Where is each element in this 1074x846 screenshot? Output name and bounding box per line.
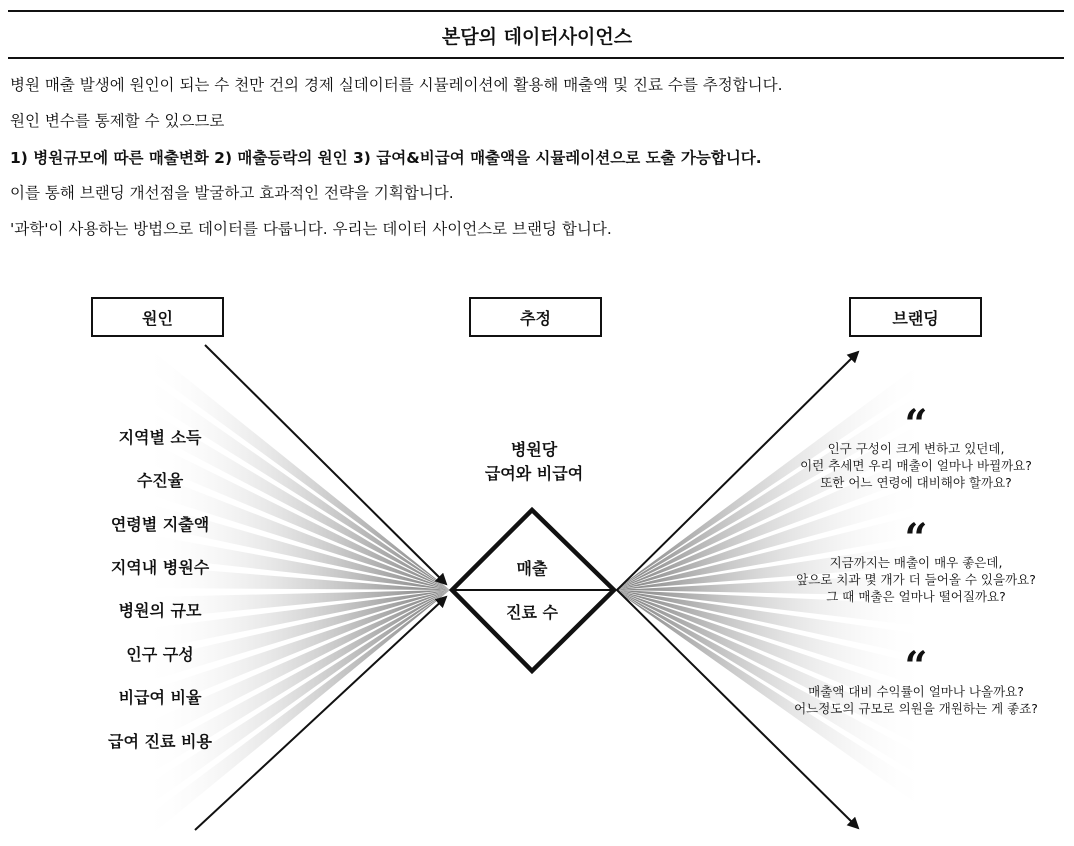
category-estimate-box: 추정 (469, 297, 602, 337)
intro-line-2: 원인 변수를 통제할 수 있으므로 (10, 112, 225, 130)
question-line: 어느정도의 규모로 의원을 개원하는 게 좋죠? (794, 701, 1038, 716)
category-branding-box: 브랜딩 (849, 297, 982, 337)
quote-mark-icon: “ (904, 515, 928, 562)
intro-line-1: 병원 매출 발생에 원인이 되는 수 천만 건의 경제 실데이터를 시뮬레이션에 활용해 매출액 및 진료 수를 추정합니다. (10, 76, 783, 94)
center-label-line-1: 병원당 (510, 440, 558, 459)
cause-item: 지역별 소득 (118, 428, 202, 447)
question-line: 매출액 대비 수익률이 얼마나 나올까요? (808, 684, 1024, 699)
question-line: 인구 구성이 크게 변하고 있던데, (827, 441, 1005, 456)
diamond-bottom-label: 진료 수 (506, 603, 558, 622)
question-line: 지금까지는 매출이 매우 좋은데, (829, 555, 1003, 570)
question-line: 또한 어느 연령에 대비해야 할까요? (820, 475, 1012, 490)
diamond-top-label: 매출 (516, 559, 548, 578)
center-label-line-2: 급여와 비급여 (484, 464, 584, 483)
page-title: 본담의 데이터사이언스 (441, 26, 633, 48)
intro-line-4: 이를 통해 브랜딩 개선점을 발굴하고 효과적인 전략을 기획합니다. (10, 184, 454, 202)
cause-item: 지역내 병원수 (110, 558, 210, 577)
cause-item: 인구 구성 (126, 645, 194, 664)
cause-item: 급여 진료 비용 (108, 732, 212, 751)
cause-item: 비급여 비율 (118, 688, 202, 707)
question-line: 앞으로 치과 몇 개가 더 들어올 수 있을까요? (796, 572, 1036, 587)
cause-item: 연령별 지출액 (110, 515, 210, 534)
quote-mark-icon: “ (904, 401, 928, 448)
quote-mark-icon: “ (904, 643, 928, 690)
cause-item: 병원의 규모 (118, 601, 202, 620)
cause-item: 수진율 (136, 471, 184, 490)
intro-line-5: '과학'이 사용하는 방법으로 데이터를 다룹니다. 우리는 데이터 사이언스로 브랜딩 합니다. (10, 220, 612, 238)
left-fan-rays (150, 349, 450, 836)
category-cause-box: 원인 (91, 297, 224, 337)
intro-line-3: 1) 병원규모에 따른 매출변화 2) 매출등락의 원인 3) 급여&비급여 매출액을 시뮬레이션으로 도출 가능합니다. (10, 149, 762, 167)
question-line: 그 때 매출은 얼마나 떨어질까요? (826, 589, 1006, 604)
question-line: 이런 추세면 우리 매출이 얼마나 바뀔까요? (800, 458, 1032, 473)
